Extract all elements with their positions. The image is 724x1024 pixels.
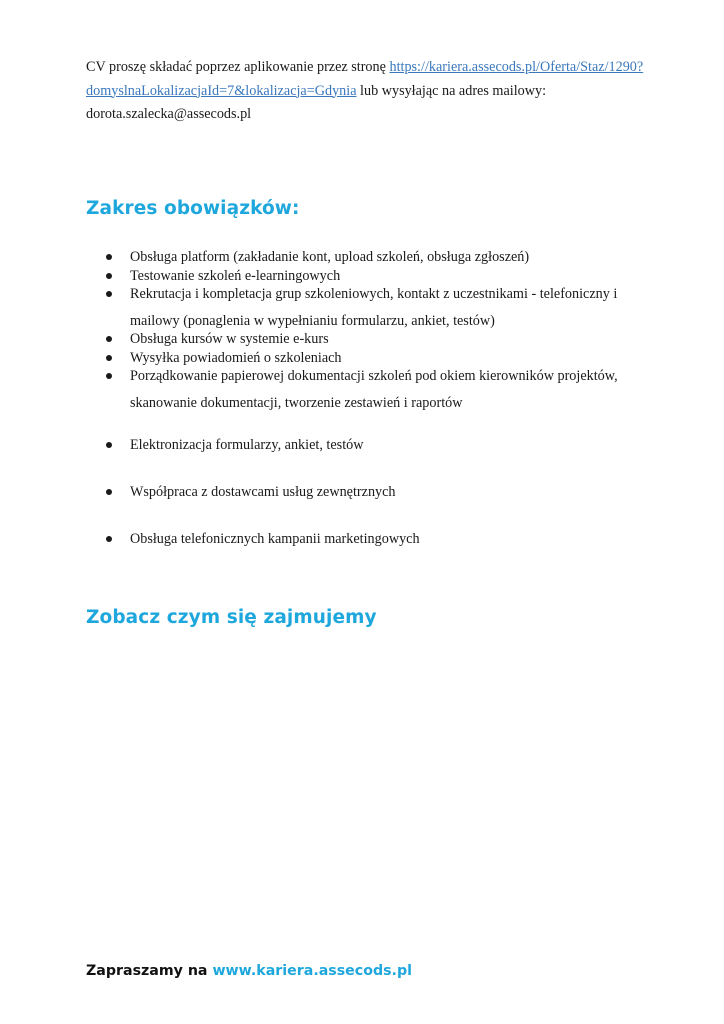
bullet-icon <box>106 489 112 495</box>
bullet-icon <box>106 355 112 361</box>
bullet-icon <box>106 336 112 342</box>
duties-list <box>104 248 664 549</box>
list-item: Testowanie szkoleń e-learningowych <box>104 267 664 286</box>
bullet-icon <box>106 273 112 279</box>
list-item: Obsługa platform (zakładanie kont, upload szkoleń, obsługa zgłoszeń) <box>104 248 664 267</box>
footer-prefix: Zapraszamy na <box>86 963 213 979</box>
list-item: Porządkowanie papierowej dokumentacji szkoleń pod okiem kierowników projektów, skanowanie dokumentacji, tworzenie zestawień i raportów <box>104 367 664 412</box>
list-item: Obsługa telefonicznych kampanii marketingowych <box>104 530 664 549</box>
bullet-icon <box>106 291 112 297</box>
bullet-icon <box>106 536 112 542</box>
bullet-icon <box>106 373 112 379</box>
footer-invitation <box>86 963 412 979</box>
contact-email: dorota.szalecka@assecods.pl <box>86 106 252 122</box>
list-item: Współpraca z dostawcami usług zewnętrznych <box>104 483 664 502</box>
about-us-heading: Zobacz czym się zajmujemy <box>86 607 377 628</box>
list-item: Rekrutacja i kompletacja grup szkoleniowych, kontakt z uczestnikami - telefoniczny i mailowy (ponaglenia w wypełnianiu formularzu, ankiet, testów) <box>104 285 664 330</box>
list-item: Obsługa kursów w systemie e-kurs <box>104 330 664 349</box>
job-offer-link[interactable]: https://kariera.assecods.pl/Oferta/Staz/1290? domyslnaLokalizacjaId=7&lokalizacja=Gdynia <box>86 59 644 99</box>
intro-text-after: lub wysyłając na adres mailowy: <box>356 82 547 99</box>
list-item: Elektronizacja formularzy, ankiet, testów <box>104 436 664 455</box>
application-instructions <box>86 56 646 127</box>
intro-text: CV proszę składać poprzez aplikowanie przez stronę <box>86 59 390 75</box>
list-item: Wysyłka powiadomień o szkoleniach <box>104 349 664 368</box>
bullet-icon <box>106 442 112 448</box>
careers-site-link[interactable]: www.kariera.assecods.pl <box>212 963 412 979</box>
duties-heading: Zakres obowiązków: <box>86 198 300 219</box>
bullet-icon <box>106 254 112 260</box>
